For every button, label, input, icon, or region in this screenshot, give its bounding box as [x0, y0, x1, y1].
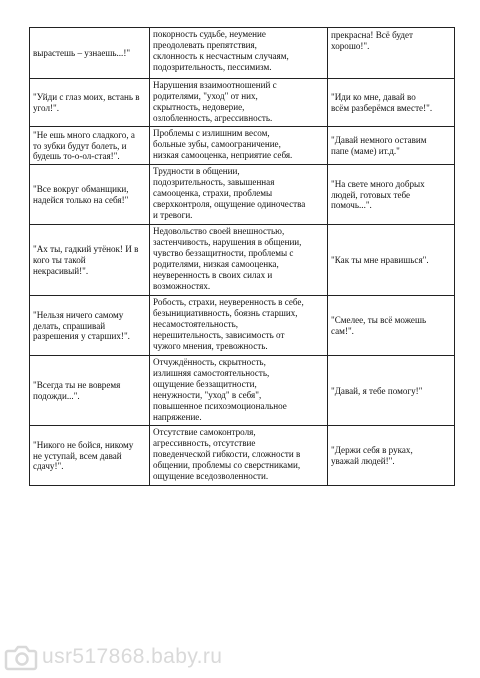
consequence-cell — [150, 356, 328, 426]
table-row — [30, 127, 455, 165]
alternative-cell — [328, 296, 455, 356]
phrase-text: "Нельзя ничего самому делать, спрашивай разрешения у старших!". — [33, 309, 130, 342]
phrase-text: "Уйди с глаз моих, встань в угол!". — [33, 92, 140, 113]
table-row — [30, 296, 455, 356]
phrase-text: "Никого не бойся, никому не уступай, всем давай сдачу!". — [33, 439, 134, 472]
watermark — [4, 640, 222, 674]
consequence-cell — [150, 79, 328, 127]
phrase-cell — [30, 296, 150, 356]
phrase-cell — [30, 356, 150, 426]
alternative-cell — [328, 225, 455, 296]
consequence-cell — [150, 165, 328, 225]
alternative-text: "Давай немного оставим папе (маме) ит.д." — [331, 135, 427, 156]
table-row — [30, 356, 455, 426]
phrase-cell — [30, 127, 150, 165]
phrase-text: "Ах ты, гадкий утёнок! И в кого ты такой некрасивый!". — [33, 244, 139, 276]
phrase-cell — [30, 28, 150, 79]
consequence-cell — [150, 426, 328, 486]
alternative-text: "На свете много добрых людей, готовых тебе помочь...". — [331, 178, 425, 211]
consequence-text: Отчуждённость, скрытность, излишняя самостоятельность, ощущение беззащитности, ненужности, "уход" в себя", повышенное психоэмоциональное напряжение. — [153, 357, 287, 422]
alternative-cell — [328, 165, 455, 225]
consequence-text: покорность судьбе, неумение преодолевать препятствия, склонность к несчастным случаям, подозрительность, пессимизм. — [153, 29, 289, 72]
alternative-text: "Иди ко мне, давай во всём разберёмся вместе!". — [331, 92, 433, 113]
table-row — [30, 79, 455, 127]
alternative-cell — [328, 79, 455, 127]
consequence-text: Отсутствие самоконтроля, агрессивность, отсутствие поведенческой гибкости, сложности в общении, проблемы со сверстниками, ощущение вседозволенности. — [153, 427, 301, 481]
alternative-text: прекрасна! Всё будет хорошо!". — [331, 30, 413, 51]
alternative-cell — [328, 28, 455, 79]
phrase-cell — [30, 79, 150, 127]
alternative-text: "Как ты мне нравишься". — [331, 255, 429, 266]
consequence-text: Проблемы с излишним весом, больные зубы, самоограничение, низкая самооценка, неприятие себя. — [153, 128, 293, 160]
phrase-text: вырастешь – узнаешь...!" — [33, 48, 131, 59]
phrase-cell — [30, 426, 150, 486]
alternative-cell — [328, 127, 455, 165]
consequence-text: Робость, страхи, неуверенность в себе, безынициативность, боязнь старших, несамостоятельность, нерешительность, зависимость от чужого мнения, тревожность. — [153, 297, 304, 351]
consequence-text: Недовольство своей внешностью, застенчивость, нарушения в общении, чувство беззащитности, проблемы с родителями, низкая самооценка, неуверенность в своих силах и возможностях. — [153, 226, 302, 291]
phrase-text: "Не ешь много сладкого, а то зубки будут болеть, и будешь то-о-ол-стая!". — [33, 129, 135, 162]
watermark-text: usr517868.baby.ru — [42, 645, 223, 668]
phrase-cell — [30, 225, 150, 296]
advice-table — [29, 27, 455, 486]
alternative-text: "Давай, я тебе помогу!" — [331, 385, 423, 396]
phrase-text: "Все вокруг обманщики, надейся только на себя!" — [33, 184, 129, 205]
table-row — [30, 28, 455, 79]
alternative-text: "Смелее, ты всё можешь сам!". — [331, 315, 427, 336]
camera-icon — [4, 642, 38, 672]
alternative-text: "Держи себя в руках, уважай людей!". — [331, 445, 413, 466]
consequence-cell — [150, 28, 328, 79]
consequence-cell — [150, 127, 328, 165]
consequence-cell — [150, 225, 328, 296]
consequence-text: Трудности в общении, подозрительность, завышенная самооценка, страхи, проблемы сверхконтроля, ощущение одиночества и тревоги. — [153, 166, 306, 220]
table-row — [30, 426, 455, 486]
phrase-text: "Всегда ты не вовремя подожди...". — [33, 380, 121, 401]
alternative-cell — [328, 426, 455, 486]
consequence-cell — [150, 296, 328, 356]
phrase-cell — [30, 165, 150, 225]
consequence-text: Нарушения взаимоотношений с родителями, "уход" от них, скрытность, недоверие, озлобленность, агрессивность. — [153, 80, 277, 123]
alternative-cell — [328, 356, 455, 426]
table-row — [30, 165, 455, 225]
table-row — [30, 225, 455, 296]
